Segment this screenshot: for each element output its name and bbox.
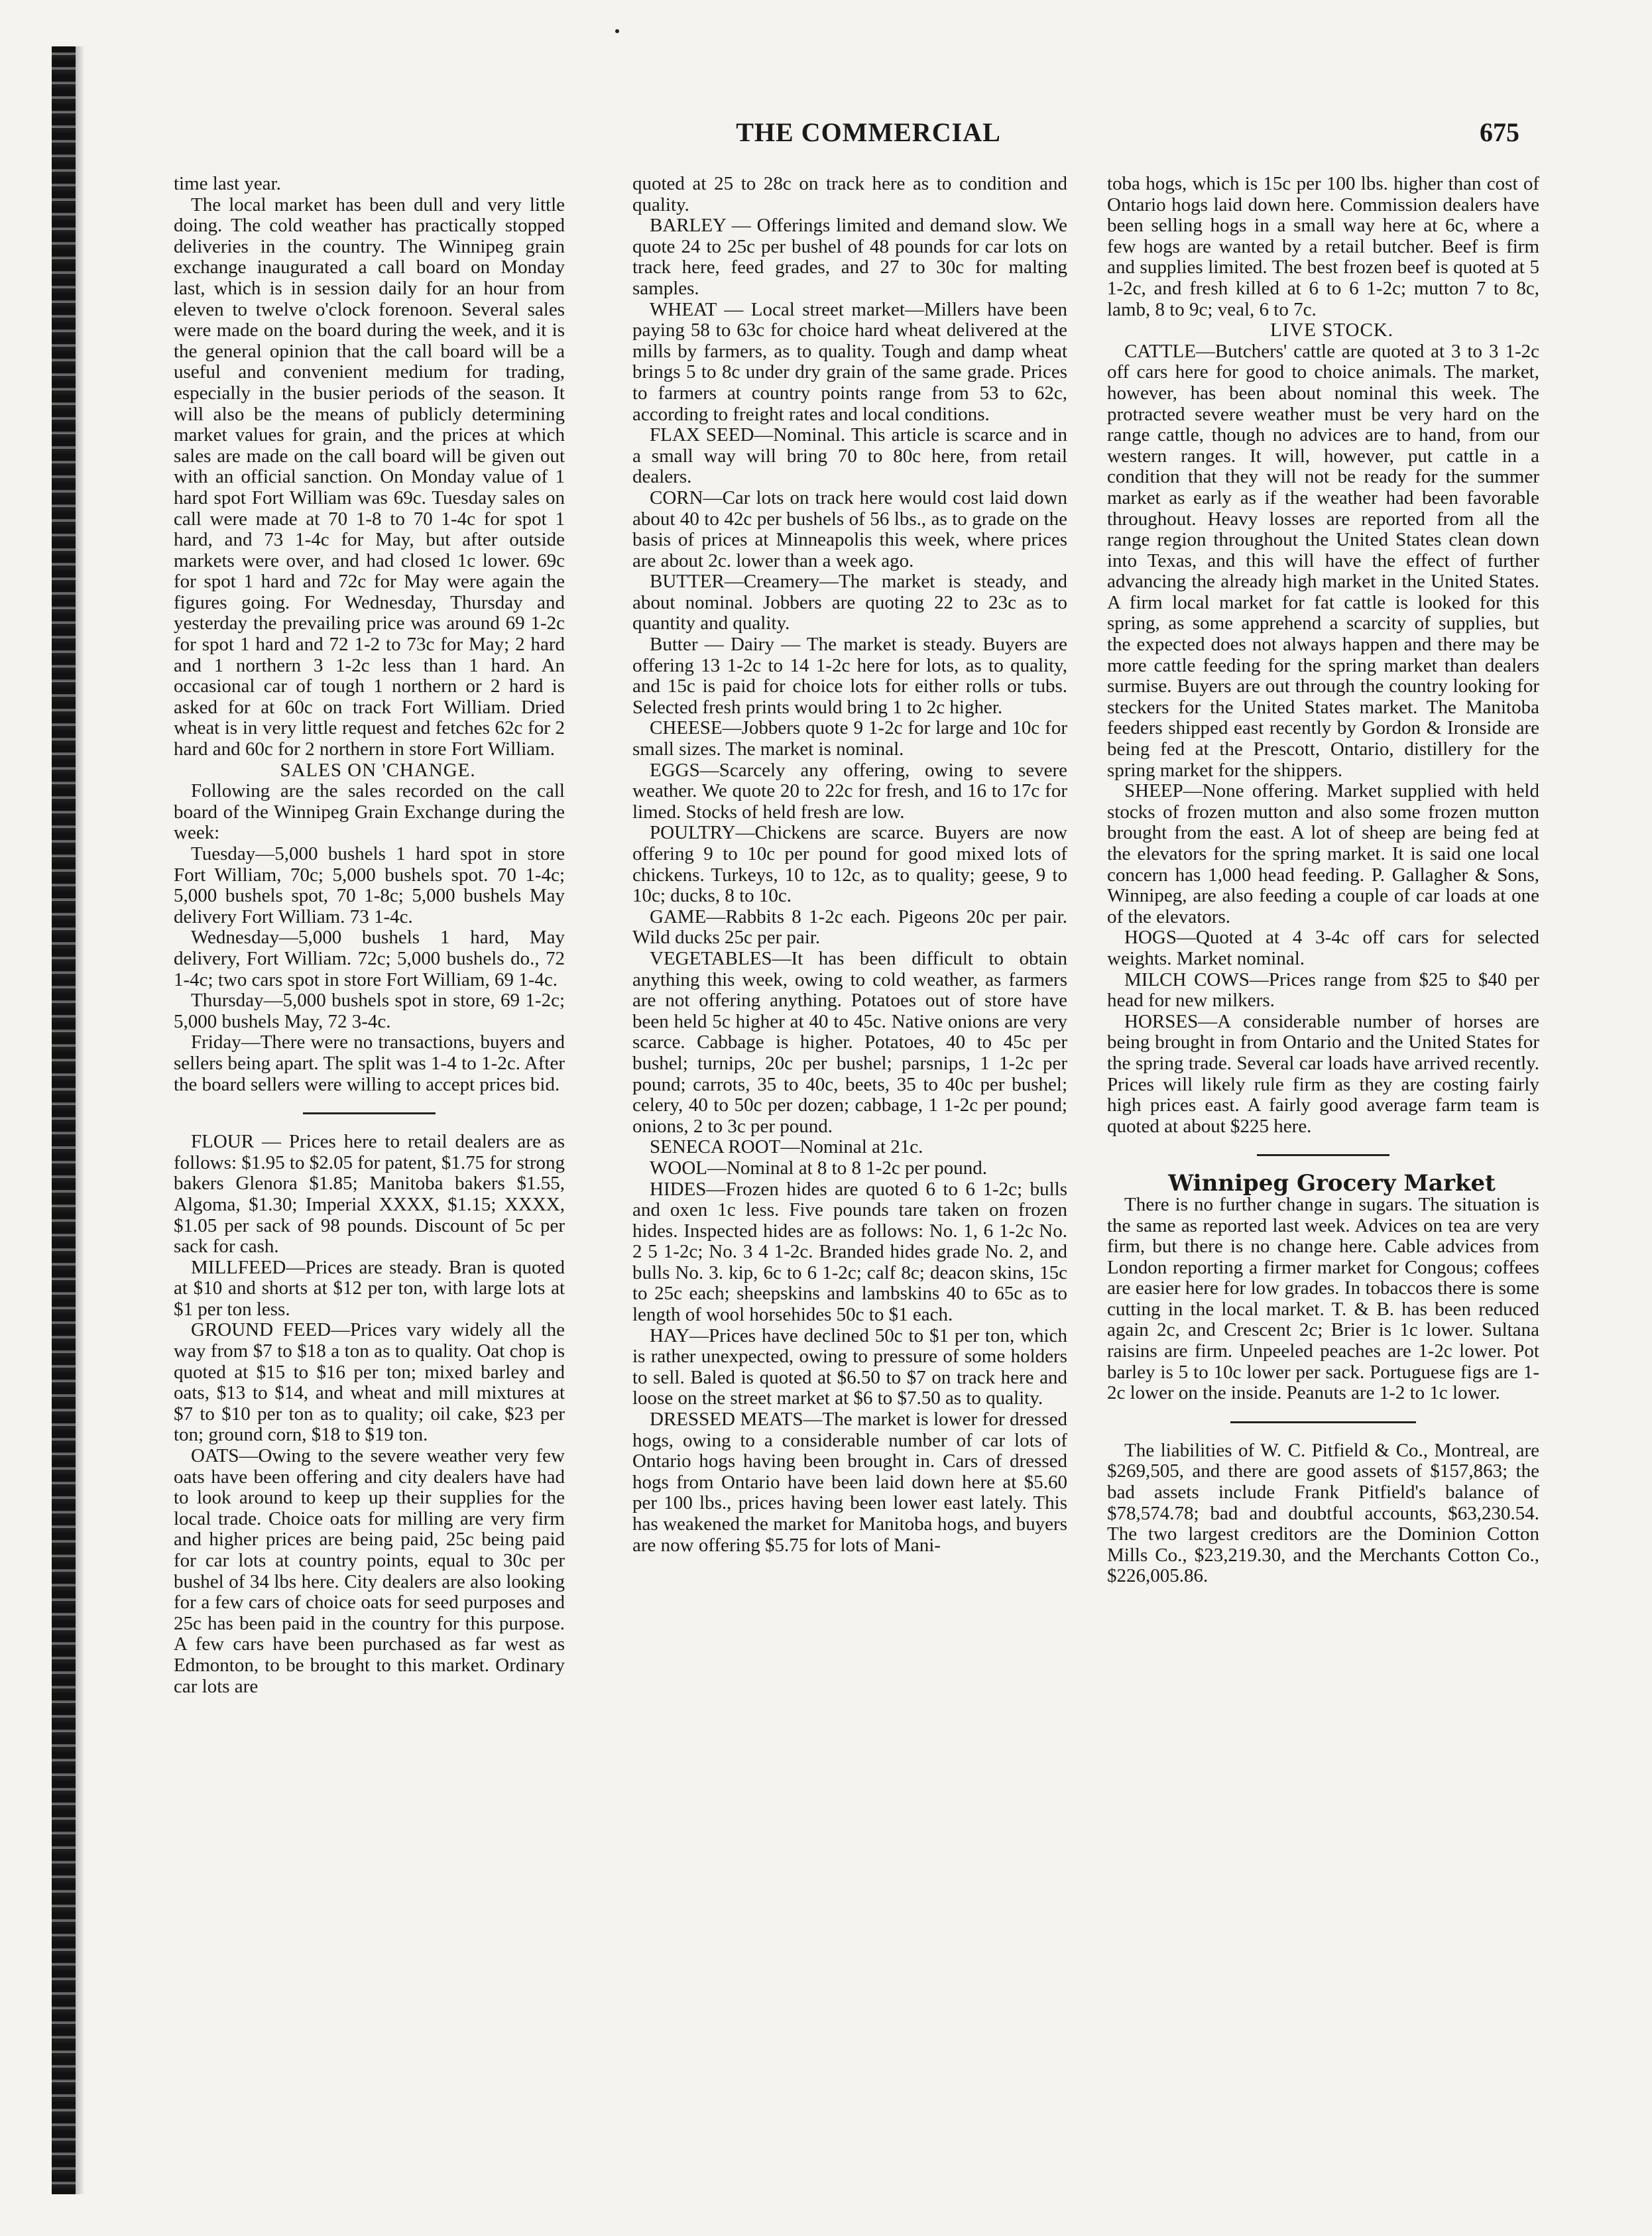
paragraph: WHEAT — Local street market—Millers have been paying 58 to 63c for choice hard wheat delivered at the mills by farmers, as to quality. Tough and damp wheat brings 5 to 8c under dry grain of the same grade. Prices to farmers at country points range from 53 to 62c, according to freight rates and local conditions. (632, 298, 1067, 425)
paragraph: Tuesday—5,000 bushels 1 hard spot in store Fort William, 70c; 5,000 bushels spot. 70 1-4c; 5,000 bushels spot, 70 1-8c; 5,000 bushels May delivery Fort William. 73 1-4c. (174, 843, 565, 927)
paragraph: Wednesday—5,000 bushels 1 hard, May delivery, Fort William. 72c; 5,000 bushels do., 72 1-4c; two cars spot in store Fort William, 69 1-4c. (174, 927, 565, 990)
paragraph: HOGS—Quoted at 4 3-4c off cars for selected weights. Market nominal. (1107, 927, 1539, 969)
publication-title: THE COMMERCIAL (736, 117, 1001, 147)
paragraph: Thursday—5,000 bushels spot in store, 69 1-2c; 5,000 bushels May, 72 3-4c. (174, 990, 565, 1032)
paragraph: Friday—There were no transactions, buyers and sellers being apart. The split was 1-4 to 1-2c. After the board sellers were willing to accept prices bid. (174, 1031, 565, 1095)
paragraph: toba hogs, which is 15c per 100 lbs. higher than cost of Ontario hogs laid down here. Commission dealers have been selling hogs in a small way here at 6c, where a few hogs are wanted by a retail butcher. Beef is firm and supplies limited. The best frozen beef is quoted at 5 1-2c, and fresh killed at 6 to 6 1-2c; mutton 7 to 8c, lamb, 8 to 9c; veal, 6 to 7c. (1107, 174, 1539, 320)
paragraph: The liabilities of W. C. Pitfield & Co., Montreal, are $269,505, and there are good assets of $157,863; the bad assets include Frank Pitfield's balance of $78,574.78; bad and doubtful accounts, $63,230.54. The two largest creditors are the Dominion Cotton Mills Co., $23,219.30, and the Merchants Cotton Co., $226,005.86. (1107, 1439, 1539, 1587)
paragraph: There is no further change in sugars. The situation is the same as reported last week. Advices on tea are very firm, but there is no change here. Cable advices from London reporting a firmer market for Congous; coffees are easier here for low grades. In tobaccos there is some cutting in the local market. T. & B. has been reduced again 2c, and Crescent 2c; Brier is 1c lower. Sultana raisins are firm. Unpeeled peaches are 1-2c lower. Pot barley is 5 to 10c lower per sack. Portuguese figs are 1-2c lower on the inside. Peanuts are 1-2 to 1c lower. (1107, 1193, 1539, 1404)
paragraph: DRESSED MEATS—The market is lower for dressed hogs, owing to a considerable number of car lots of Ontario hogs having been brought in. Cars of dressed hogs from Ontario have been laid down here at $5.60 per 100 lbs., prices having been lower east lately. This has weakened the market for Manitoba hogs, and buyers are now offering $5.75 for lots of Mani- (632, 1409, 1067, 1556)
paragraph: BUTTER—Creamery—The market is steady, and about nominal. Jobbers are quoting 22 to 23c as to quantity and quality. (632, 571, 1067, 634)
paragraph: BARLEY — Offerings limited and demand slow. We quote 24 to 25c per bushel of 48 pounds for car lots on track here, feed grades, and 27 to 30c for malting samples. (632, 215, 1067, 299)
page-binding-edge (52, 46, 76, 2194)
paragraph: Following are the sales recorded on the call board of the Winnipeg Grain Exchange during the week: (174, 780, 565, 844)
section-subheading: SALES ON 'CHANGE. (280, 759, 476, 781)
page-header (0, 117, 1652, 156)
grocery-market-heading: Winnipeg Grocery Market (1168, 1170, 1496, 1197)
paragraph: quoted at 25 to 28c on track here as to condition and quality. (632, 174, 1067, 215)
section-subheading: LIVE STOCK. (1269, 320, 1394, 341)
column-right (1107, 174, 1539, 2196)
paragraph: time last year. (174, 174, 281, 194)
paragraph: OATS—Owing to the severe weather very few oats have been offering and city dealers have had to look around to keep up their supplies for the local trade. Choice oats for milling are very firm and higher prices are being paid, 25c being paid for car lots at country points, equal to 30c per bushel of 34 lbs here. City dealers are also looking for a few cars of choice oats for seed purposes and 25c has been paid in the country for this purpose. A few cars have been purchased as far west as Edmonton, to be brought to this market. Ordinary car lots are (174, 1445, 565, 1697)
paragraph: HAY—Prices have declined 50c to $1 per ton, which is rather unexpected, owing to pressure of some holders to sell. Baled is quoted at $6.50 to $7 on track here and loose on the street market at $6 to $7.50 as to quality. (632, 1324, 1067, 1409)
paragraph: WOOL—Nominal at 8 to 8 1-2c per pound. (650, 1157, 988, 1179)
paragraph: VEGETABLES—It has been difficult to obtain anything this week, owing to cold weather, as farmers are not offering anything. Potatoes out of store have been held 5c higher at 40 to 45c. Native onions are very scarce. Cabbage is higher. Potatoes, 40 to 45c per bushel; turnips, 20c per bushel; parsnips, 1 1-2c per pound; carrots, 35 to 40c, beets, 35 to 40c per bushel; celery, 40 to 50c per dozen; cabbage, 1 1-2c per pound; onions, 2 to 3c per pound. (632, 947, 1067, 1137)
paragraph: HORSES—A considerable number of horses are being brought in from Ontario and the United States for the spring trade. Several car loads have arrived recently. Prices will likely rule firm as they are costing fairly high prices east. A fairly good average farm team is quoted at about $225 here. (1107, 1010, 1539, 1137)
paragraph: GROUND FEED—Prices vary widely all the way from $7 to $18 a ton as to quality. Oat chop is quoted at $15 to $16 per ton; mixed barley and oats, $13 to $14, and wheat and mill mixtures at $7 to $10 per ton as to quality; oil cake, $23 per ton; ground corn, $18 to $19 ton. (174, 1319, 565, 1446)
paragraph: HIDES—Frozen hides are quoted 6 to 6 1-2c; bulls and oxen 1c less. Five pounds tare taken on frozen hides. Inspected hides are as follows: No. 1, 6 1-2c No. 2 5 1-2c; No. 3 4 1-2c. Branded hides grade No. 2, and bulls No. 3. kip, 6c to 6 1-2c; calf 8c; deacon skins, 15c to 25c each; sheepskins and lambskins 40 to 65c as to length of wool horsehides 50c to $1 each. (632, 1178, 1067, 1326)
paragraph: POULTRY—Chickens are scarce. Buyers are now offering 9 to 10c per pound for good mixed lots of chickens. Turkeys, 10 to 12c, as to quality; geese, 9 to 10c; ducks, 8 to 10c. (632, 822, 1067, 907)
paragraph: EGGS—Scarcely any offering, owing to severe weather. We quote 20 to 22c for fresh, and 16 to 17c for limed. Stocks of held fresh are low. (632, 759, 1067, 823)
paragraph: The local market has been dull and very little doing. The cold weather has practically stopped deliveries in the country. The Winnipeg grain exchange inaugurated a call board on Monday last, which is in session daily for an hour from eleven to twelve o'clock forenoon. Several sales were made on the board during the week, and it is the general opinion that the call board will be a useful and convenient medium for trading, especially in the busier periods of the season. It will also be the means of publicly determining market values for grain, and the prices at which sales are made on the call board will be given out with an official sanction. On Monday value of 1 hard spot Fort William was 69c. Tuesday sales on call were made at 70 1-8 to 70 1-4c for spot 1 hard, and 73 1-4c for May, but after outside markets were over, and had closed 1c lower. 69c for spot 1 hard and 72c for May were again the figures going. For Wednesday, Thursday and yesterday the prevailing price was around 69 1-2c for spot 1 hard and 72 1-2 to 73c for May; 2 hard and 1 northern 3 1-2c less than 1 hard. An occasional car of tough 1 northern or 2 hard is asked for at 60c on track Fort William. Dried wheat is in very little request and fetches 62c for 2 hard and 60c for 2 northern in store Fort William. (174, 194, 565, 760)
paragraph: CORN—Car lots on track here would cost laid down about 40 to 42c per bushels of 56 lbs., as to grade on the basis of prices at Minneapolis this week, where prices are about 2c. lower than a week ago. (632, 487, 1067, 571)
paragraph: MILLFEED—Prices are steady. Bran is quoted at $10 and shorts at $12 per ton, with large lots at $1 per ton less. (174, 1256, 565, 1320)
page-number: 675 (1480, 117, 1519, 147)
print-speck (615, 29, 619, 33)
paragraph: FLAX SEED—Nominal. This article is scarce and in a small way will bring 70 to 80c here, from retail dealers. (632, 424, 1067, 488)
paragraph: FLOUR — Prices here to retail dealers are as follows: $1.95 to $2.05 for patent, $1.75 for strong bakers Glenora $1.85; Manitoba bakers $1.55, Algoma, $1.30; Imperial XXXX, $1.15; XXXX, $1.05 per sack of 98 pounds. Discount of 5c per sack for cash. (174, 1131, 565, 1258)
paragraph: GAME—Rabbits 8 1-2c each. Pigeons 20c per pair. Wild ducks 25c per pair. (632, 906, 1067, 949)
paragraph: CHEESE—Jobbers quote 9 1-2c for large and 10c for small sizes. The market is nominal. (632, 717, 1067, 760)
section-divider (1230, 1421, 1416, 1423)
paragraph: CATTLE—Butchers' cattle are quoted at 3 to 3 1-2c off cars here for good to choice animals. The market, however, has been about nominal this week. The protracted severe weather must be very hard on the range cattle, though no advices are to hand, from our western ranges. It will, however, put cattle in a condition that they will not be ready for the summer market as early as if the weather had been favorable throughout. Heavy losses are reported from all the range region throughout the United States clean down into Texas, and this will have the effect of further advancing the already high market in the United States. A firm local market for fat cattle is looked for this spring, as some apprehend a scarcity of supplies, but the expected does not always happen and there may be more cattle feeding for the spring market than dealers surmise. Buyers are out through the country looking for steckers for the United States market. The Manitoba feeders shipped east recently by Gordon & Ironside are being fed at the Prescott, Ontario, distillery for the spring market for the shippers. (1107, 340, 1539, 781)
binding-shadow (76, 46, 85, 2194)
paragraph: SENECA ROOT—Nominal at 21c. (650, 1136, 923, 1158)
paragraph: SHEEP—None offering. Market supplied with held stocks of frozen mutton and also some frozen mutton brought from the east. A lot of sheep are being fed at the elevators for the spring market. It is said one local concern has 1,000 head feeding. P. Gallagher & Sons, Winnipeg, are also feeding a couple of car loads at one of the elevators. (1107, 780, 1539, 927)
column-middle (632, 174, 1067, 2196)
paragraph: Butter — Dairy — The market is steady. Buyers are offering 13 1-2c to 14 1-2c here for lots, as to quality, and 15c is paid for choice lots for either rolls or tubs. Selected fresh prints would bring 1 to 2c higher. (632, 634, 1067, 718)
column-left (174, 174, 565, 2196)
section-divider (303, 1112, 436, 1114)
paragraph: MILCH COWS—Prices range from $25 to $40 per head for new milkers. (1107, 969, 1539, 1012)
section-divider (1257, 1154, 1389, 1156)
